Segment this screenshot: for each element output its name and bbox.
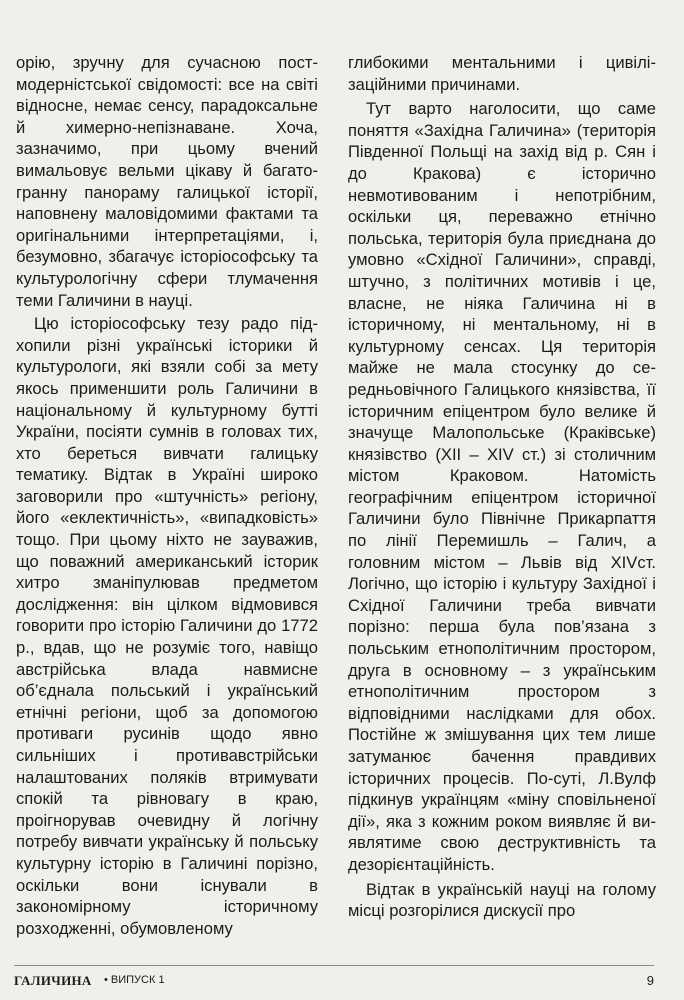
paragraph: Цю історіософську тезу радо підхопили різні українські історики й культурологи, які взяли собі за мету якось применшити роль Галичини в національному й культурному бутті України, посіяти сумнів в головах тих, хто береться вивчати галицьку тематику. Відтак в Україні широко заговорили про «штучність» регіону, його «еклектичність», «випадковість» тощо. При цьому ніхто не зауважив, що поважний американський історик хитро зманіпулював предметом дослідження: він цілком відмовився говорити про історію Галичини до 1772 р., вдав, що не розуміє того, навіщо австрійська влада навмисне об’єднала польський і український етнічні регіони, щоб за допомогою противаги русинів щодо явно сильніших і противавстрійськи налаштованих поляків втримувати спокій та рівновагу в краю, проігнорував очевидну й логічну потребу вивчати українську й польську культурну історію в Галичині порізно, оскільки вони існували в закономірному історичному розходженні, обумовленому: [16, 314, 318, 938]
page-footer: [14, 965, 654, 995]
journal-title: ГАЛИЧИНА: [14, 973, 92, 988]
issue-label: • ВИПУСК 1: [104, 974, 165, 986]
footer-divider: [14, 965, 654, 966]
paragraph: Тут варто наголосити, що саме поняття «Західна Галичина» (територія Південної Польщі на захід від р. Сян і до Кракова) є історично невмотивованим і непотрібним, оскільки ця, переважно етнічно польська, територія була приєднана до умовно «Східної Галичини», справді, штучно, з політичних мотивів і це, власне, не ніяка Галичина ні в історичному, ні ментальному, ні в культурному сенсах. Ця територія майже не мала стосунку до середньовічного Галицького князівства, її історичним епіцентром було велике й значуще Малопольське (Краківське) князівство (ХІІ – ХІV ст.) зі столичним містом Краковом. Натомість географічним епіцентром історичної Галичини було Північне Прикарпаття по лінії Перемишль – Галич, а головним містом – Львів від ХІVст. Логічно, що історію і культуру Західної і Східної Галичини треба вивчати порізно: перша була пов’язана з польським етнополітичним простором, друга в основному – з українським етнополітичним простором з відповідними наслідками для обох. Постійне ж змішування цих тем лише затуманює бачення правдивих історичних процесів. По-суті, Л.Вулф підкинув українцям «міну сповільненої дії», яка з кожним роком виявляє й виявлятиме свою деструктивність та дезорієнтаційність.: [348, 99, 656, 874]
paragraph: орію, зручну для сучасною постмодерністської свідомості: все на світі відносне, немає сенсу, парадоксальне й химерно-непізнаване. Хоча, зазначимо, при цьому вчений вимальовує вельми цікаву й багатогранну панораму галицької історії, наповнену маловідомими фактами та оригінальними інтерпретаціями, і, безумовно, збагачує історіософську та культурологічну сфери тлумачення теми Галичини в науці.: [16, 53, 318, 310]
left-column: [16, 52, 318, 939]
paragraph: глибокими ментальними і цивілізаційними причинами.: [348, 53, 656, 94]
right-column: [348, 52, 656, 922]
paragraph: Відтак в українській науці на голому місці розгорілися дискусії про: [348, 879, 656, 921]
page-number: 9: [646, 973, 654, 988]
